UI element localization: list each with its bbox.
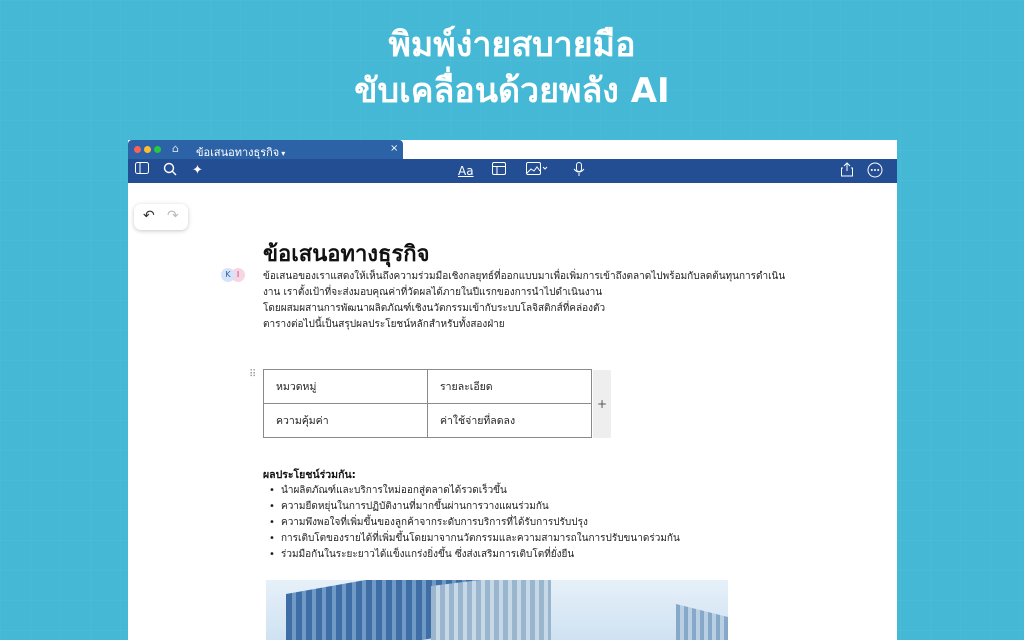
chevron-down-icon[interactable]: ▾ [281, 149, 286, 158]
search-icon[interactable] [163, 162, 177, 182]
list-item[interactable] [263, 499, 680, 515]
promo-headline [0, 22, 1024, 114]
photo-building [676, 604, 728, 640]
collaborator-avatars [221, 268, 257, 284]
table-cell[interactable]: รายละเอียด [428, 370, 592, 404]
bullet: • [269, 549, 275, 560]
photo-building [431, 580, 551, 640]
bullet: • [269, 485, 275, 496]
sidebar-icon[interactable] [135, 162, 149, 180]
list-item[interactable] [263, 531, 680, 547]
table-cell[interactable]: ค่าใช้จ่ายที่ลดลง [428, 404, 592, 438]
list-item-text: ร่วมมือกันในระยะยาวได้แข็งแกร่งยิ่งขึ้น ซึ่งส่งเสริมการเติบโตที่ยั่งยืน [281, 549, 575, 560]
headline-line-1: พิมพ์ง่ายสบายมือ [388, 25, 636, 65]
list-item-text: นำผลิตภัณฑ์และบริการใหม่ออกสู่ตลาดได้รวดเร็วขึ้น [281, 485, 507, 496]
undo-icon[interactable]: ↶ [143, 208, 155, 224]
tab-title-label: ข้อเสนอทางธุรกิจ [196, 146, 280, 159]
summary-table [263, 369, 592, 438]
close-window-button[interactable] [134, 146, 141, 153]
table-row [264, 370, 592, 404]
share-icon[interactable] [840, 162, 854, 183]
benefits-list [263, 483, 680, 563]
undo-redo-bar [134, 204, 188, 230]
paragraph-line: ข้อเสนอของเราแสดงให้เห็นถึงความร่วมมือเชิงกลยุทธ์ที่ออกแบบมาเพื่อเพิ่มการเข้าถึงตลาดไปพร้อมกับลดต้นทุนการดำเนิน [263, 271, 786, 282]
tab-bar [128, 140, 403, 159]
bullet: • [269, 517, 275, 528]
more-icon[interactable] [867, 162, 883, 184]
bullet: • [269, 533, 275, 544]
list-item[interactable] [263, 515, 680, 531]
document-title[interactable]: ข้อเสนอทางธุรกิจ [263, 242, 430, 267]
ai-sparkle-icon[interactable]: ✦ [192, 163, 203, 178]
home-icon[interactable]: ⌂ [172, 142, 179, 155]
list-item-text: การเติบโตของรายได้ที่เพิ่มขึ้นโดยมาจากนวัตกรรมและความสามารถในการปรับขนาดร่วมกัน [281, 533, 680, 544]
paragraph-line: ตารางต่อไปนี้เป็นสรุปผลประโยชน์หลักสำหรับทั้งสองฝ่าย [263, 319, 505, 330]
app-window [128, 140, 897, 640]
drag-handle-icon[interactable]: ⠿ [249, 369, 257, 380]
add-column-button[interactable]: + [593, 370, 611, 438]
close-tab-icon[interactable]: × [390, 143, 399, 154]
microphone-icon[interactable] [573, 162, 585, 183]
table-cell[interactable]: ความคุ้มค่า [264, 404, 428, 438]
table-cell[interactable]: หมวดหมู่ [264, 370, 428, 404]
image-icon[interactable] [526, 162, 548, 181]
list-item-text: ความยืดหยุ่นในการปฏิบัติงานที่มากขึ้นผ่านการวางแผนร่วมกัน [281, 501, 549, 512]
table-icon[interactable] [492, 162, 506, 181]
avatar[interactable]: K [221, 268, 235, 282]
redo-icon[interactable]: ↷ [167, 208, 179, 224]
minimize-window-button[interactable] [144, 146, 151, 153]
benefits-heading[interactable]: ผลประโยชน์ร่วมกัน: [263, 469, 356, 481]
zoom-window-button[interactable] [154, 146, 161, 153]
headline-line-2: ขับเคลื่อนด้วยพลัง AI [354, 71, 670, 111]
font-button[interactable]: Aa [458, 164, 474, 178]
paragraph-line: งาน เราตั้งเป้าที่จะส่งมอบคุณค่าที่วัดผลได้ภายในปีแรกของการนำไปดำเนินงาน [263, 287, 603, 298]
avatar[interactable]: I [231, 268, 245, 282]
bullet: • [269, 501, 275, 512]
building-photo[interactable] [266, 580, 728, 640]
toolbar [128, 159, 897, 183]
list-item-text: ความพึงพอใจที่เพิ่มขึ้นของลูกค้าจากระดับการบริการที่ได้รับการปรับปรุง [281, 517, 588, 528]
list-item[interactable] [263, 483, 680, 499]
list-item[interactable] [263, 547, 680, 563]
table-row [264, 404, 592, 438]
paragraph-line: โดยผสมผสานการพัฒนาผลิตภัณฑ์เชิงนวัตกรรมเข้ากับระบบโลจิสติกส์ที่คล่องตัว [263, 303, 606, 314]
intro-paragraph[interactable] [263, 269, 786, 333]
